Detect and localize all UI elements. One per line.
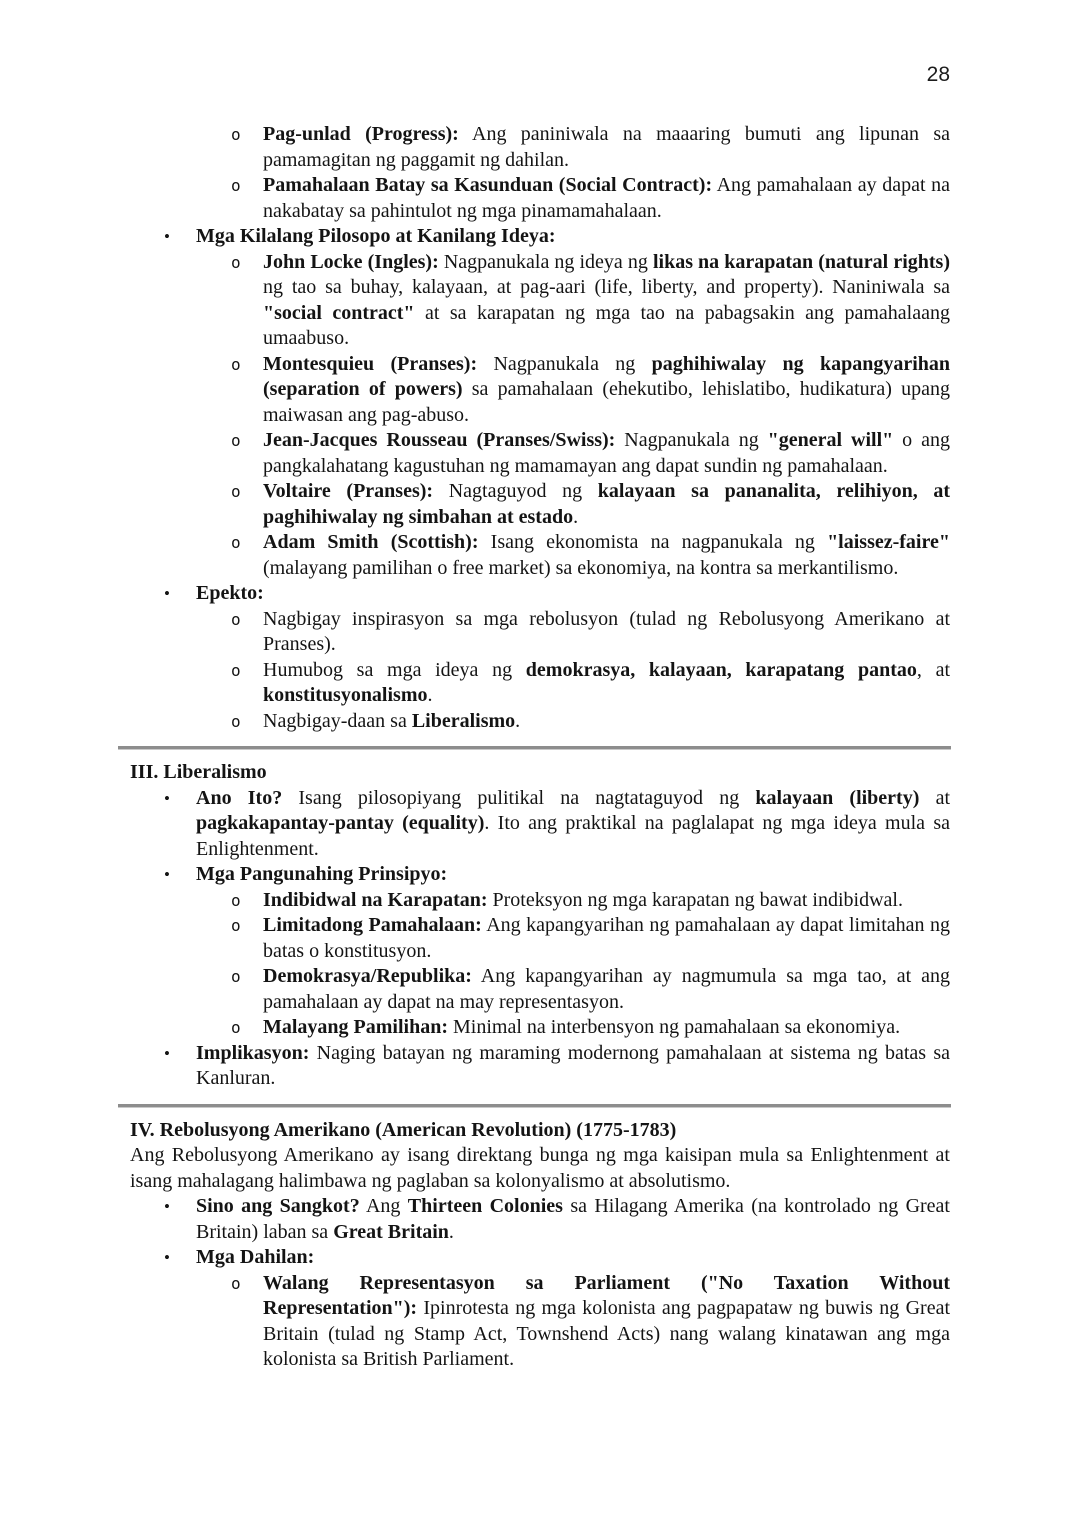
- circle-bullet-icon: o: [231, 609, 241, 629]
- text-segment: paghihiwalay ng kapangyarihan (separation of powers): [263, 352, 950, 400]
- text-segment: Indibidwal na Karapatan:: [263, 888, 488, 911]
- text-segment: Ang: [359, 1195, 408, 1217]
- circle-bullet-icon: o: [231, 354, 241, 374]
- list-item-text: [196, 582, 264, 604]
- text-segment: Nagbigay-daan sa: [263, 709, 412, 732]
- text-segment: Liberalismo: [411, 709, 516, 732]
- list-item: [130, 1271, 950, 1373]
- list-item-text: [263, 889, 903, 911]
- paragraph: [130, 1143, 950, 1194]
- document-content: [130, 122, 950, 1373]
- list-item: [130, 888, 950, 914]
- text-segment: Humubog sa mga ideya ng: [263, 658, 526, 681]
- text-segment: Walang Representasyon sa Parliament ("No Taxation Without Representation"):: [263, 1271, 950, 1319]
- list-item-text: [263, 659, 950, 707]
- text-segment: (malayang pamilihan o free market) sa ekonomiya, na kontra sa merkantilismo.: [263, 556, 899, 579]
- text-segment: ng tao sa buhay, kalayaan, at pag-aari (life, liberty, and property). Naniniwala sa: [263, 276, 950, 298]
- text-segment: "laissez-faire": [827, 531, 950, 553]
- text-segment: Ang kapangyarihan ng pamahalaan ay dapat limitahan ng batas o konstitusyon.: [263, 914, 950, 962]
- text-segment: Malayang Pamilihan:: [263, 1016, 449, 1038]
- list-item: [130, 352, 950, 429]
- circle-bullet-icon: o: [231, 916, 241, 935]
- text-segment: "social contract": [263, 301, 415, 324]
- list-item-text: [196, 1042, 950, 1090]
- page-number: 28: [926, 63, 950, 86]
- text-segment: .: [515, 709, 521, 732]
- text-segment: Demokrasya/Republika:: [263, 965, 472, 987]
- circle-bullet-icon: o: [231, 176, 241, 195]
- list-item-text: [196, 225, 555, 247]
- list-item-text: [196, 1246, 314, 1268]
- text-segment: sa Hilagang Amerika (na kontrolado ng Great Britain) laban sa: [196, 1195, 950, 1243]
- text-segment: Nagbigay inspirasyon sa mga rebolusyon (tulad ng Rebolusyong Amerikano at Pranses).: [263, 607, 950, 655]
- list-item: [130, 1015, 950, 1041]
- circle-bullet-icon: o: [231, 533, 241, 552]
- circle-bullet-icon: o: [231, 660, 241, 680]
- list-item: [130, 581, 950, 607]
- list-item-text: [263, 914, 950, 962]
- text-segment: konstitusyonalismo: [263, 684, 428, 706]
- circle-bullet-icon: o: [231, 482, 241, 501]
- text-segment: John Locke (Ingles):: [263, 250, 439, 273]
- list-item-text: [263, 531, 950, 579]
- text-segment: Adam Smith (Scottish):: [263, 531, 479, 553]
- circle-bullet-icon: o: [231, 431, 241, 450]
- list-item-text: [263, 608, 950, 656]
- text-segment: Voltaire (Pranses):: [263, 480, 434, 502]
- text-segment: Nagtaguyod ng: [433, 480, 598, 502]
- text-segment: .: [448, 1220, 454, 1243]
- text-segment: , at: [916, 658, 951, 681]
- text-segment: Jean-Jacques Rousseau (Pranses/Swiss):: [263, 429, 616, 451]
- text-segment: kalayaan sa pananalita, relihiyon, at paghihiwalay ng simbahan at estado: [263, 480, 950, 528]
- text-segment: pagkakapantay-pantay (equality): [196, 812, 485, 834]
- text-segment: Ang Rebolusyong Amerikano ay isang direktang bunga ng mga kaisipan mula sa Enlightenment at isang mahalagang halimbawa ng paglaban sa kolonyalismo at absolutismo.: [130, 1144, 950, 1192]
- list-item: [130, 530, 950, 581]
- text-segment: Sino ang Sangkot?: [196, 1195, 360, 1217]
- list-item-text: [263, 429, 950, 477]
- bullet-list: [130, 786, 950, 1092]
- text-segment: . Ito ang praktikal na paglalapat ng mga ideya mula sa Enlightenment.: [196, 812, 950, 860]
- circle-bullet-icon: o: [231, 125, 241, 144]
- text-segment: Pamahalaan Batay sa Kasunduan (Social Contract):: [263, 174, 713, 196]
- list-item: [130, 428, 950, 479]
- list-item-text: [263, 174, 950, 222]
- circle-bullet-icon: o: [231, 711, 241, 731]
- text-segment: .: [573, 505, 579, 528]
- text-segment: Nagpanukala ng: [615, 429, 768, 451]
- list-item-text: [263, 353, 950, 426]
- text-segment: Ipinrotesta ng mga kolonista ang pagpapataw ng buwis ng Great Britain (tulad ng Stamp Act, Townshend Acts) nang walang kinatawan ang mga kolonista sa British Parliament.: [263, 1297, 950, 1370]
- bullet-icon: •: [164, 584, 170, 603]
- list-item-text: [263, 1016, 900, 1038]
- list-item: [130, 173, 950, 224]
- text-segment: Limitadong Pamahalaan:: [263, 914, 482, 936]
- bullet-list: [130, 1194, 950, 1373]
- list-item: [130, 122, 950, 173]
- text-segment: Ang pamahalaan ay dapat na nakabatay sa pahintulot ng mga pinamamahalaan.: [263, 174, 950, 222]
- list-item: [130, 479, 950, 530]
- list-item-text: [196, 1195, 950, 1243]
- text-segment: Implikasyon:: [196, 1041, 310, 1064]
- list-item: [130, 1194, 950, 1245]
- list-item: [130, 1245, 950, 1271]
- bullet-icon: •: [164, 1197, 170, 1216]
- text-segment: Nagpanukala ng ideya ng: [438, 250, 653, 273]
- text-segment: demokrasya, kalayaan, karapatang pantao: [525, 658, 917, 681]
- bullet-icon: •: [164, 1043, 170, 1063]
- circle-bullet-icon: o: [231, 252, 241, 272]
- text-segment: Ang kapangyarihan ay nagmumula sa mga tao, at ang pamahalaan ay dapat na may representasyon.: [263, 965, 950, 1013]
- list-item-text: [263, 1272, 950, 1371]
- text-segment: Ang paniniwala na maaaring bumuti ang lipunan sa pamamagitan ng paggamit ng dahilan.: [263, 123, 950, 171]
- circle-bullet-icon: o: [231, 967, 241, 986]
- section-divider: [118, 746, 951, 750]
- text-segment: Ano Ito?: [196, 786, 283, 809]
- list-item: [130, 658, 950, 709]
- text-segment: o ang pangkalahatang kagustuhan ng mamamayan ang dapat sundin ng pamahalaan.: [263, 429, 950, 477]
- text-segment: at sa karapatan ng mga tao na pabagsakin ang pamahalaang umaabuso.: [263, 301, 950, 349]
- section-heading: III. Liberalismo: [130, 761, 267, 783]
- bullet-icon: •: [164, 788, 170, 808]
- text-segment: Great Britain: [333, 1220, 449, 1243]
- list-item: [130, 862, 950, 888]
- text-segment: .: [427, 684, 433, 706]
- list-item: [130, 964, 950, 1015]
- text-segment: Minimal na interbensyon ng pamahalaan sa ekonomiya.: [448, 1016, 901, 1038]
- text-segment: "general will": [767, 429, 894, 451]
- list-item: [130, 913, 950, 964]
- list-item-text: [263, 123, 950, 171]
- circle-bullet-icon: o: [231, 1018, 241, 1037]
- text-segment: Montesquieu (Pranses):: [263, 352, 478, 375]
- text-segment: sa pamahalaan (ehekutibo, lehislatibo, hudikatura) upang maiwasan ang pag-abuso.: [263, 378, 950, 426]
- text-segment: at: [919, 786, 951, 809]
- text-segment: Thirteen Colonies: [407, 1195, 563, 1217]
- text-segment: likas na karapatan (natural rights): [652, 250, 950, 273]
- text-segment: Mga Kilalang Pilosopo at Kanilang Ideya:: [196, 225, 556, 247]
- text-segment: Proteksyon ng mga karapatan ng bawat indibidwal.: [487, 888, 903, 911]
- list-item-text: [263, 251, 950, 350]
- text-segment: kalayaan (liberty): [755, 786, 920, 809]
- text-segment: Nagpanukala ng: [477, 352, 652, 375]
- circle-bullet-icon: o: [231, 890, 241, 910]
- text-segment: Naging batayan ng maraming modernong pamahalaan at sistema ng batas sa Kanluran.: [196, 1041, 950, 1089]
- list-item: [130, 1041, 950, 1092]
- bullet-icon: •: [164, 227, 170, 246]
- text-segment: Pag-unlad (Progress):: [263, 123, 459, 145]
- circle-bullet-icon: o: [231, 1273, 241, 1293]
- section-divider: [118, 1104, 951, 1108]
- section-heading: IV. Rebolusyong Amerikano (American Revolution) (1775-1783): [130, 1118, 677, 1141]
- text-segment: Isang pilosopiyang pulitikal na nagtataguyod ng: [282, 786, 756, 809]
- list-item-text: [263, 965, 950, 1013]
- bullet-icon: •: [164, 1248, 170, 1267]
- text-segment: Epekto:: [196, 582, 264, 604]
- list-item: [130, 709, 950, 735]
- bullet-list: [130, 122, 950, 734]
- list-item-text: [196, 787, 950, 860]
- list-item-text: [263, 710, 520, 732]
- list-item: [130, 224, 950, 250]
- text-segment: Mga Dahilan:: [196, 1246, 315, 1268]
- list-item-text: [263, 480, 950, 528]
- list-item: [130, 607, 950, 658]
- text-segment: Isang ekonomista na nagpanukala ng: [478, 531, 828, 553]
- list-item: [130, 786, 950, 863]
- list-item: [130, 250, 950, 352]
- list-item-text: [196, 863, 447, 885]
- bullet-icon: •: [164, 865, 170, 884]
- text-segment: Mga Pangunahing Prinsipyo:: [196, 863, 448, 885]
